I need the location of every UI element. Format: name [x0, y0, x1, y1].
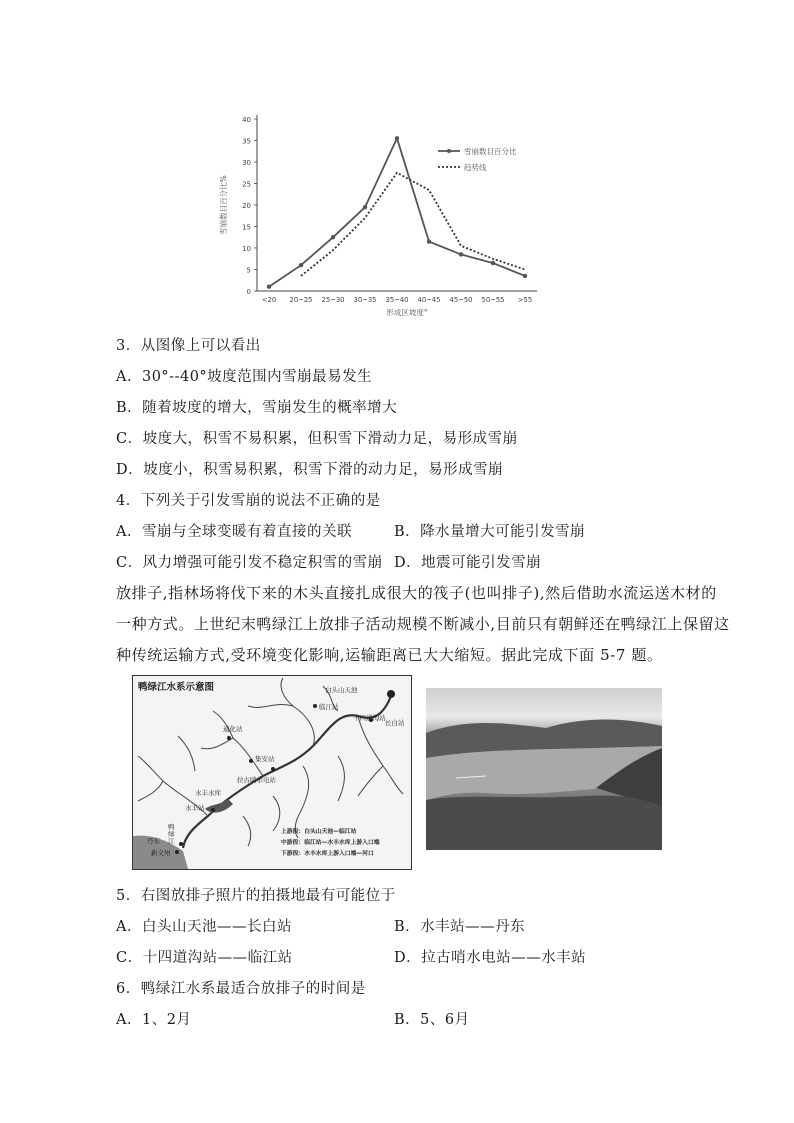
y-tick-label: 10 [242, 245, 251, 253]
question-5-stem: 5．右图放排子照片的拍摄地最有可能位于 [116, 888, 396, 904]
data-point [299, 263, 303, 267]
x-tick-label: 40~45 [417, 296, 441, 304]
data-point [267, 285, 271, 289]
question-4-option-b: B．降水量增大可能引发雪崩 [394, 524, 586, 540]
map-label-lagushao: 拉古哨水电站 [237, 776, 276, 784]
map-label-changbai: 长白站 [385, 719, 405, 727]
data-point [523, 274, 527, 278]
question-4-option-d: D．地震可能引发雪崩 [394, 555, 542, 571]
x-tick-label: 35~40 [385, 296, 409, 304]
rafting-river-photo [426, 688, 662, 850]
x-tick-label: 45~50 [449, 296, 473, 304]
y-tick-label: 20 [242, 202, 251, 210]
x-tick-label: 20~25 [289, 296, 313, 304]
data-point [331, 235, 335, 239]
question-5-option-c: C．十四道沟站——临江站 [116, 950, 293, 966]
data-point [459, 252, 463, 256]
yalu-river-map [132, 675, 412, 870]
x-tick-label: >55 [517, 296, 533, 304]
avalanche-percentage-line [269, 138, 525, 286]
question-3-option-a: A．30°--40°坡度范围内雪崩最易发生 [116, 369, 373, 385]
data-point [395, 136, 399, 140]
question-4-stem: 4．下列关于引发雪崩的说法不正确的是 [116, 493, 381, 509]
question-4-option-a: A．雪崩与全球变暖有着直接的关联 [116, 524, 352, 540]
x-tick-label: <20 [261, 296, 277, 304]
map-label-shisidaogou: 十四道沟站 [353, 714, 386, 722]
map-label-yalu: 鸭绿江 [168, 823, 175, 845]
passage-line-3: 种传统运输方式,受环境变化影响,运输距离已大大缩短。据此完成下面 5-7 题。 [116, 646, 663, 664]
legend-label-trend: 趋势线 [464, 163, 487, 172]
question-6-stem: 6．鸭绿江水系最适合放排子的时间是 [116, 981, 366, 997]
y-tick-label: 35 [242, 137, 251, 146]
question-3-option-b: B．随着坡度的增大，雪崩发生的概率增大 [116, 400, 398, 416]
map-legend-upper: 上游段：白头山天池—临江站 [281, 829, 357, 835]
x-axis-label: 形成区坡度° [386, 308, 428, 317]
question-3-option-c: C．坡度大，积雪不易积累，但积雪下滑动力足，易形成雪崩 [116, 431, 518, 447]
map-legend-middle: 中游段：临江站—水丰水库上游入口端 [281, 840, 380, 846]
question-4-option-c: C．风力增强可能引发不稳定积雪的雪崩 [116, 555, 383, 571]
data-point [363, 205, 367, 209]
question-5-option-a: A．白头山天池——长白站 [116, 919, 292, 935]
question-6-option-a: A．1、2月 [116, 1012, 192, 1028]
avalanche-slope-chart [212, 108, 572, 320]
x-tick-label: 50~55 [481, 296, 505, 304]
passage-line-1: 放排子,指林场将伐下来的木头直接扎成很大的筏子(也叫排子),然后借助水流运送木材的 [116, 584, 717, 602]
map-label-shuifeng-reservoir: 水丰水库 [195, 789, 221, 797]
question-6-option-b: B．5、6月 [394, 1012, 470, 1028]
y-axis-label: 雪崩数目百分比% [219, 175, 228, 235]
question-5-option-d: D．拉古哨水电站——水丰站 [394, 950, 587, 966]
y-tick-label: 0 [246, 288, 251, 296]
legend-solid-marker [447, 149, 451, 153]
shuifeng-reservoir [205, 799, 233, 813]
map-label-sinuiju: 新义州 [151, 849, 171, 857]
legend-label-percentage: 雪崩数目百分比 [464, 147, 517, 156]
question-3-stem: 3．从图像上可以看出 [116, 338, 261, 354]
photo-scene [426, 688, 662, 850]
data-point [427, 239, 431, 243]
question-3-option-d: D．坡度小，积雪易积累，积雪下滑的动力足，易形成雪崩 [116, 462, 504, 478]
y-tick-label: 25 [242, 180, 251, 189]
map-label-tonghua: 通化站 [223, 725, 243, 733]
data-point [491, 261, 495, 265]
y-tick-label: 30 [242, 159, 251, 167]
map-label-dandong: 丹东 [147, 837, 160, 845]
x-tick-label: 30~35 [353, 296, 377, 304]
y-tick-label: 5 [246, 266, 251, 275]
tianchi-marker [387, 690, 395, 698]
y-tick-label: 15 [242, 223, 251, 232]
map-title: 鸭绿江水系示意图 [138, 682, 215, 693]
y-tick-label: 40 [242, 116, 251, 124]
question-5-option-b: B．水丰站——丹东 [394, 919, 526, 935]
map-legend-lower: 下游段：水丰水库上游入口端—河口 [281, 851, 374, 857]
map-label-shuifeng-station: 水丰站 [185, 804, 205, 812]
map-label-tianchi: 白头山天池 [325, 686, 358, 694]
x-tick-label: 25~30 [321, 296, 345, 304]
map-label-linjiang: 临江站 [319, 703, 339, 711]
passage-line-2: 一种方式。上世纪末鸭绿江上放排子活动规模不断减小,目前只有朝鲜还在鸭绿江上保留这 [116, 615, 730, 633]
map-label-jian: 集安站 [255, 755, 275, 763]
